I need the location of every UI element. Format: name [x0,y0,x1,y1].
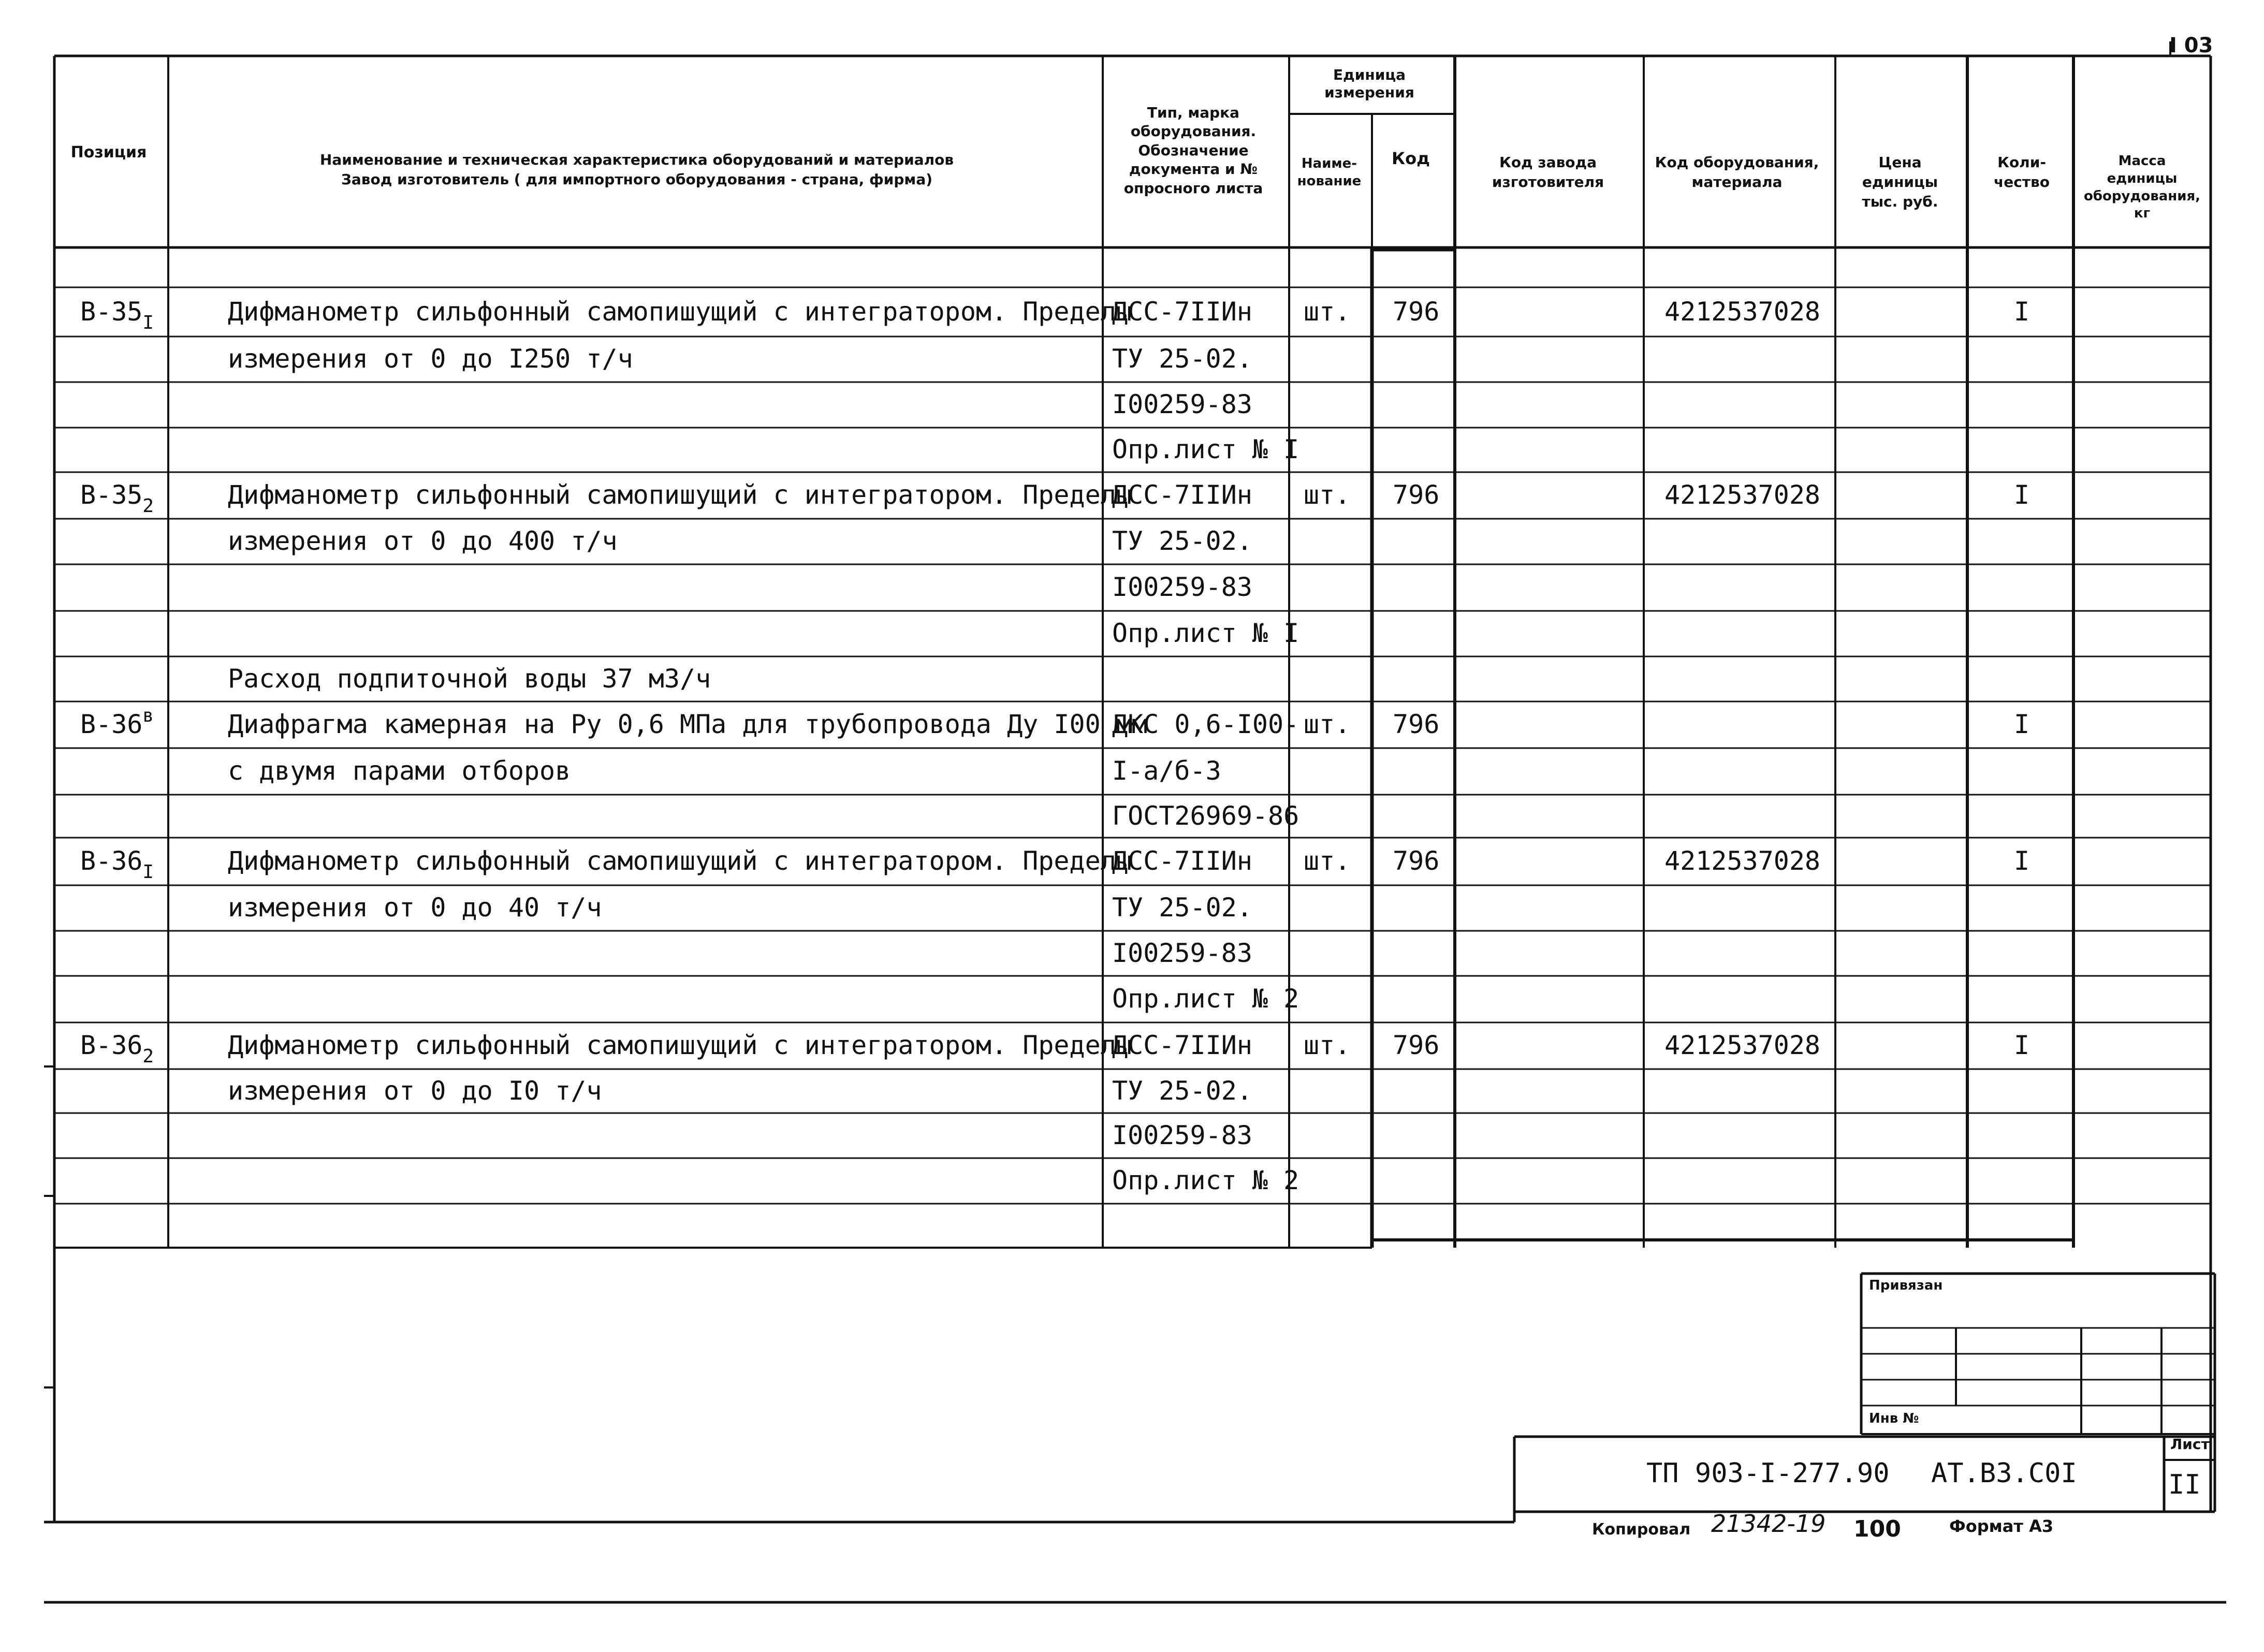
header-type: Тип, марка оборудования. Обозначение документа и № опросного листа [1123,104,1263,197]
type-cell: Опр.лист № 2 [1112,984,1299,1014]
unit-name-cell: шт. [1304,709,1351,739]
position-cell [80,846,154,883]
type-cell: I00259-83 [1112,572,1252,602]
type-cell: ДСС-7IIИн [1112,1030,1252,1060]
name-cell: Дифманометр сильфонный самопишущий с интегратором. Пределы [228,1030,1132,1060]
position-cell [80,1030,154,1067]
quantity-cell: I [2014,709,2030,739]
stamp-sheet-label: Лист [2170,1436,2210,1453]
quantity-cell: I [2014,480,2030,510]
name-cell: измерения от 0 до 400 т/ч [228,526,618,556]
header-equip-code: Код оборудования, материала [1655,154,1819,191]
stamp-doc-code: ТП 903-I-277.90 [1646,1458,1890,1489]
quantity-cell: I [2014,1030,2030,1060]
quantity-cell: I [2014,296,2030,327]
position-subscript: 2 [142,495,154,517]
type-cell: I00259-83 [1112,389,1252,419]
equipment-code-cell: 4212537028 [1664,480,1821,510]
type-cell: Опр.лист № 2 [1112,1165,1299,1195]
name-cell: Дифманометр сильфонный самопишущий с интегратором. Пределы [228,296,1132,327]
header-unit-code: Код [1392,149,1430,168]
position-code: В-36 [80,709,143,739]
type-cell: ТУ 25-02. [1112,1075,1252,1106]
name-cell: Дифманометр сильфонный самопишущий с интегратором. Пределы [228,480,1132,510]
position-superscript: в [142,705,154,726]
type-cell: ДСС-7IIИн [1112,846,1252,876]
position-code: В-35 [80,296,143,327]
unit-code-cell: 796 [1393,1030,1440,1060]
unit-name-cell: шт. [1304,480,1351,510]
type-cell: Опр.лист № I [1112,434,1299,464]
header-qty: Коли- чество [1994,154,2050,191]
type-cell: I-а/б-3 [1112,756,1221,786]
type-cell: ТУ 25-02. [1112,526,1252,556]
footer-copied-label: Копировал [1592,1521,1691,1539]
equipment-code-cell: 4212537028 [1664,846,1821,876]
header-unit-group: Единица измерения [1324,66,1414,101]
header-name: Наименование и техническая характеристика оборудований и материалов Завод изготовитель ( для импортного оборудования - страна, фирма) [319,151,954,188]
position-subscript: 2 [142,1046,154,1067]
stamp-privyazan: Привязан [1869,1278,1943,1293]
name-cell: Расход подпиточной воды 37 м3/ч [228,663,711,694]
footer-copied-extra: 100 [1853,1516,1901,1542]
unit-code-cell: 796 [1393,709,1440,739]
type-cell: ДКС 0,6-I00- [1112,709,1299,739]
type-cell: ТУ 25-02. [1112,344,1252,374]
name-cell: Диафрагма камерная на Ру 0,6 МПа для трубопровода Ду I00 мм [228,709,1148,739]
unit-name-cell: шт. [1304,1030,1351,1060]
position-cell [80,705,154,739]
type-cell: Опр.лист № I [1112,618,1299,648]
name-cell: измерения от 0 до I0 т/ч [228,1075,602,1106]
header-position: Позиция [70,143,147,162]
type-cell: I00259-83 [1112,1120,1252,1150]
stamp-sheet-number: II [2168,1469,2201,1500]
name-cell: измерения от 0 до 40 т/ч [228,893,602,923]
footer-format: Формат А3 [1949,1516,2054,1536]
position-code: В-36 [80,1030,143,1060]
name-cell: Дифманометр сильфонный самопишущий с интегратором. Пределы [228,846,1132,876]
position-cell [80,480,154,517]
unit-name-cell: шт. [1304,296,1351,327]
type-cell: I00259-83 [1112,938,1252,968]
unit-code-cell: 796 [1393,296,1440,327]
header-maker-code: Код завода изготовителя [1492,154,1604,191]
type-cell: ДСС-7IIИн [1112,480,1252,510]
equipment-code-cell: 4212537028 [1664,296,1821,327]
stamp-doc-mark: АТ.ВЗ.С0I [1931,1458,2077,1489]
page-number-mark: I 03 [2169,34,2213,57]
header-unit-name: Наиме- нование [1297,156,1362,189]
footer-copied-value: 21342-19 [1711,1510,1826,1538]
quantity-cell: I [2014,846,2030,876]
position-code: В-36 [80,846,143,876]
type-cell: ДСС-7IIИн [1112,296,1252,327]
position-subscript: I [142,861,154,883]
unit-name-cell: шт. [1304,846,1351,876]
header-mass: Масса единицы оборудования, кг [2083,153,2201,222]
type-cell: ГОСТ26969-86 [1112,800,1299,831]
equipment-code-cell: 4212537028 [1664,1030,1821,1060]
position-cell [80,296,154,333]
header-price: Цена единицы тыс. руб. [1862,154,1938,210]
unit-code-cell: 796 [1393,480,1440,510]
unit-code-cell: 796 [1393,846,1440,876]
name-cell: с двумя парами отборов [228,756,571,786]
position-subscript: I [142,312,154,333]
stamp-inv-no: Инв № [1869,1411,1919,1426]
position-code: В-35 [80,480,143,510]
type-cell: ТУ 25-02. [1112,893,1252,923]
name-cell: измерения от 0 до I250 т/ч [228,344,633,374]
